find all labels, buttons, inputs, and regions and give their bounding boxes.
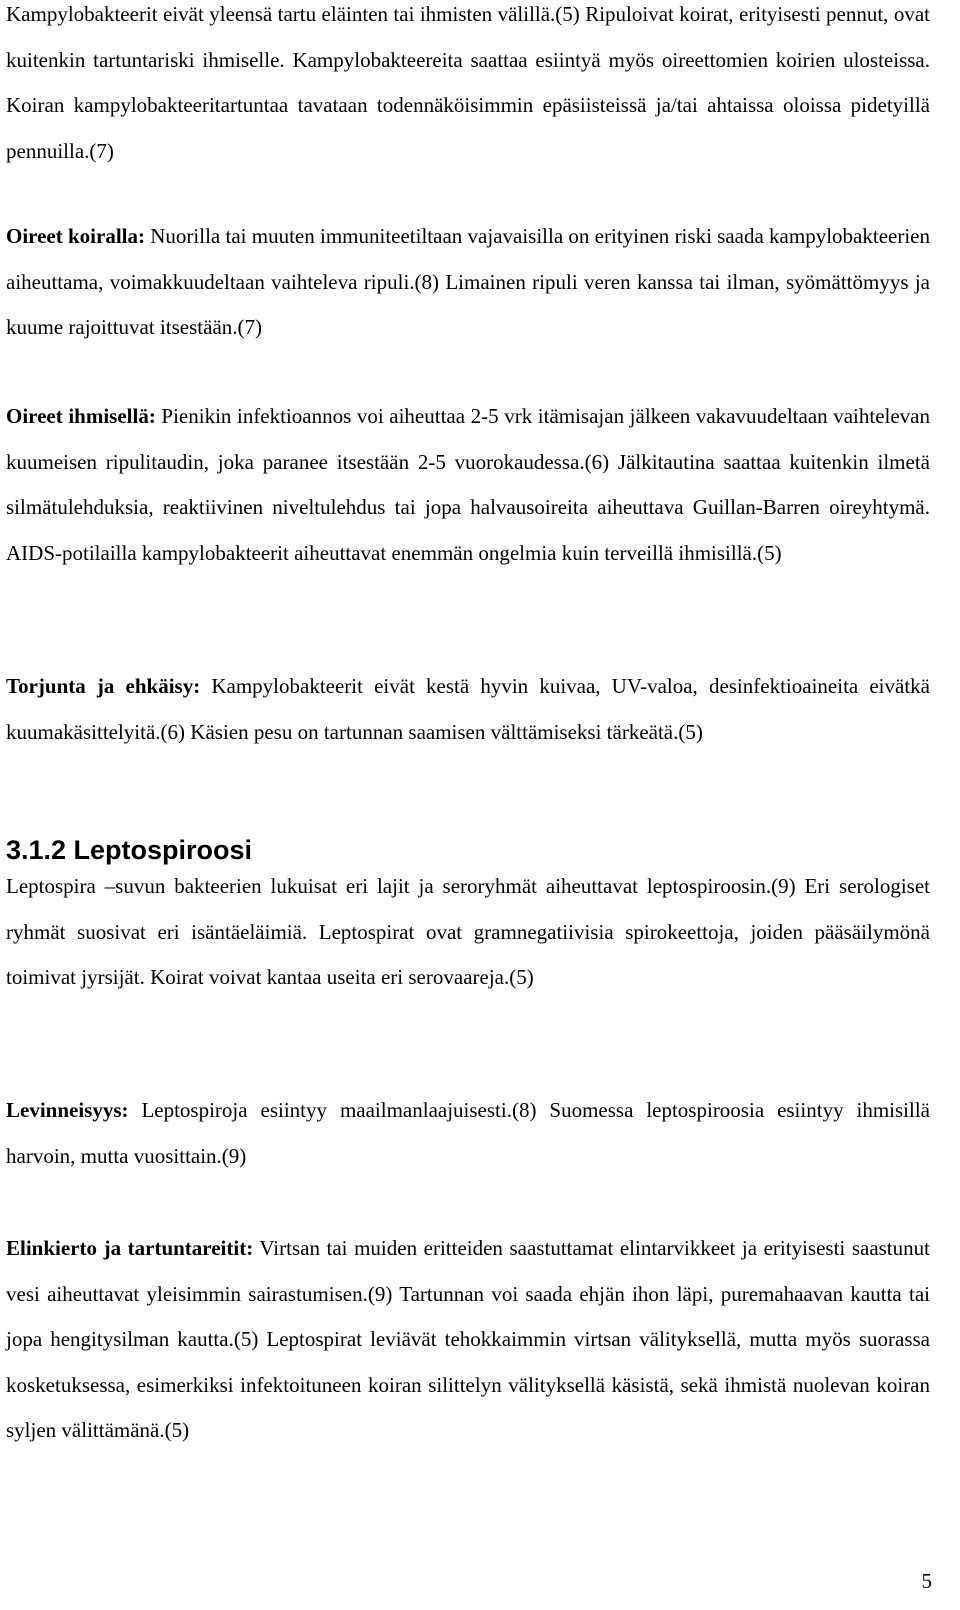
paragraph-text: Nuorilla tai muuten immuniteetiltaan vajavaisilla on erityinen riski saada kampylobakteerien aiheuttama, voimakkuudeltaan vaihteleva ripuli.(8) Limainen ripuli veren kanssa tai ilman, syömättömyys ja kuume rajoittuvat itsestään.(7)	[6, 224, 930, 340]
paragraph-distribution	[6, 1088, 930, 1179]
paragraph-text: Leptospiroja esiintyy maailmanlaajuisesti.(8) Suomessa leptospiroosia esiintyy ihmisillä harvoin, mutta vuosittain.(9)	[6, 1098, 930, 1168]
paragraph-campylo-transmission	[6, 0, 930, 174]
paragraph-text: Kampylobakteerit eivät yleensä tartu eläinten tai ihmisten välillä.(5) Ripuloivat koirat, erityisesti pennut, ovat kuitenkin tartuntariski ihmiselle. Kampylobakteereita saattaa esiintyä myös oireettomien koirien ulosteissa. Koiran kampylobakteeritartuntaa tavataan todennäköisimmin epäsiisteissä ja/tai ahtaissa oloissa pidetyillä pennuilla.(7)	[6, 2, 930, 163]
paragraph-symptoms-dog	[6, 214, 930, 351]
paragraph-lepto-intro	[6, 864, 930, 1001]
section-heading: 3.1.2 Leptospiroosi	[6, 835, 253, 865]
paragraph-lead: Oireet ihmisellä:	[6, 404, 156, 428]
paragraph-lead: Levinneisyys:	[6, 1098, 129, 1122]
page-number: 5	[921, 1569, 932, 1593]
paragraph-text: Leptospira –suvun bakteerien lukuisat eri lajit ja seroryhmät aiheuttavat leptospiroosin.(9) Eri serologiset ryhmät suosivat eri isäntäeläimiä. Leptospirat ovat gramnegatiivisia spirokeettoja, joiden pääsäilymönä toimivat jyrsijät. Koirat voivat kantaa useita eri serovaareja.(5)	[6, 874, 930, 990]
paragraph-lifecycle	[6, 1226, 930, 1454]
paragraph-lead: Elinkierto ja tartuntareitit:	[6, 1236, 254, 1260]
paragraph-text: Virtsan tai muiden eritteiden saastuttamat elintarvikkeet ja erityisesti saastunut vesi aiheuttavat yleisimmin sairastumisen.(9) Tartunnan voi saada ehjän ihon läpi, puremahaavan kautta tai jopa hengitysilman kautta.(5) Leptospirat leviävät tehokkaimmin virtsan välityksellä, mutta myös suorassa kosketuksessa, esimerkiksi infektoituneen koiran silittelyn välityksellä käsistä, sekä ihmistä nuolevan koiran syljen välittämänä.(5)	[6, 1236, 930, 1443]
paragraph-text: Pienikin infektioannos voi aiheuttaa 2-5 vrk itämisajan jälkeen vakavuudeltaan vaihtelevan kuumeisen ripulitaudin, joka paranee itsestään 2-5 vuorokaudessa.(6) Jälkitautina saattaa kuitenkin ilmetä silmätulehduksia, reaktiivinen niveltulehdus tai jopa halvausoireita aiheuttava Guillan-Barren oireyhtymä. AIDS-potilailla kampylobakteerit aiheuttavat enemmän ongelmia kuin terveillä ihmisillä.(5)	[6, 404, 931, 565]
paragraph-prevention	[6, 664, 930, 755]
paragraph-lead: Oireet koiralla:	[6, 224, 145, 248]
paragraph-text: Kampylobakteerit eivät kestä hyvin kuivaa, UV-valoa, desinfektioaineita eivätkä kuumakäsittelyitä.(6) Käsien pesu on tartunnan saamisen välttämiseksi tärkeätä.(5)	[6, 674, 930, 744]
paragraph-symptoms-human	[6, 394, 930, 576]
paragraph-lead: Torjunta ja ehkäisy:	[6, 674, 201, 698]
